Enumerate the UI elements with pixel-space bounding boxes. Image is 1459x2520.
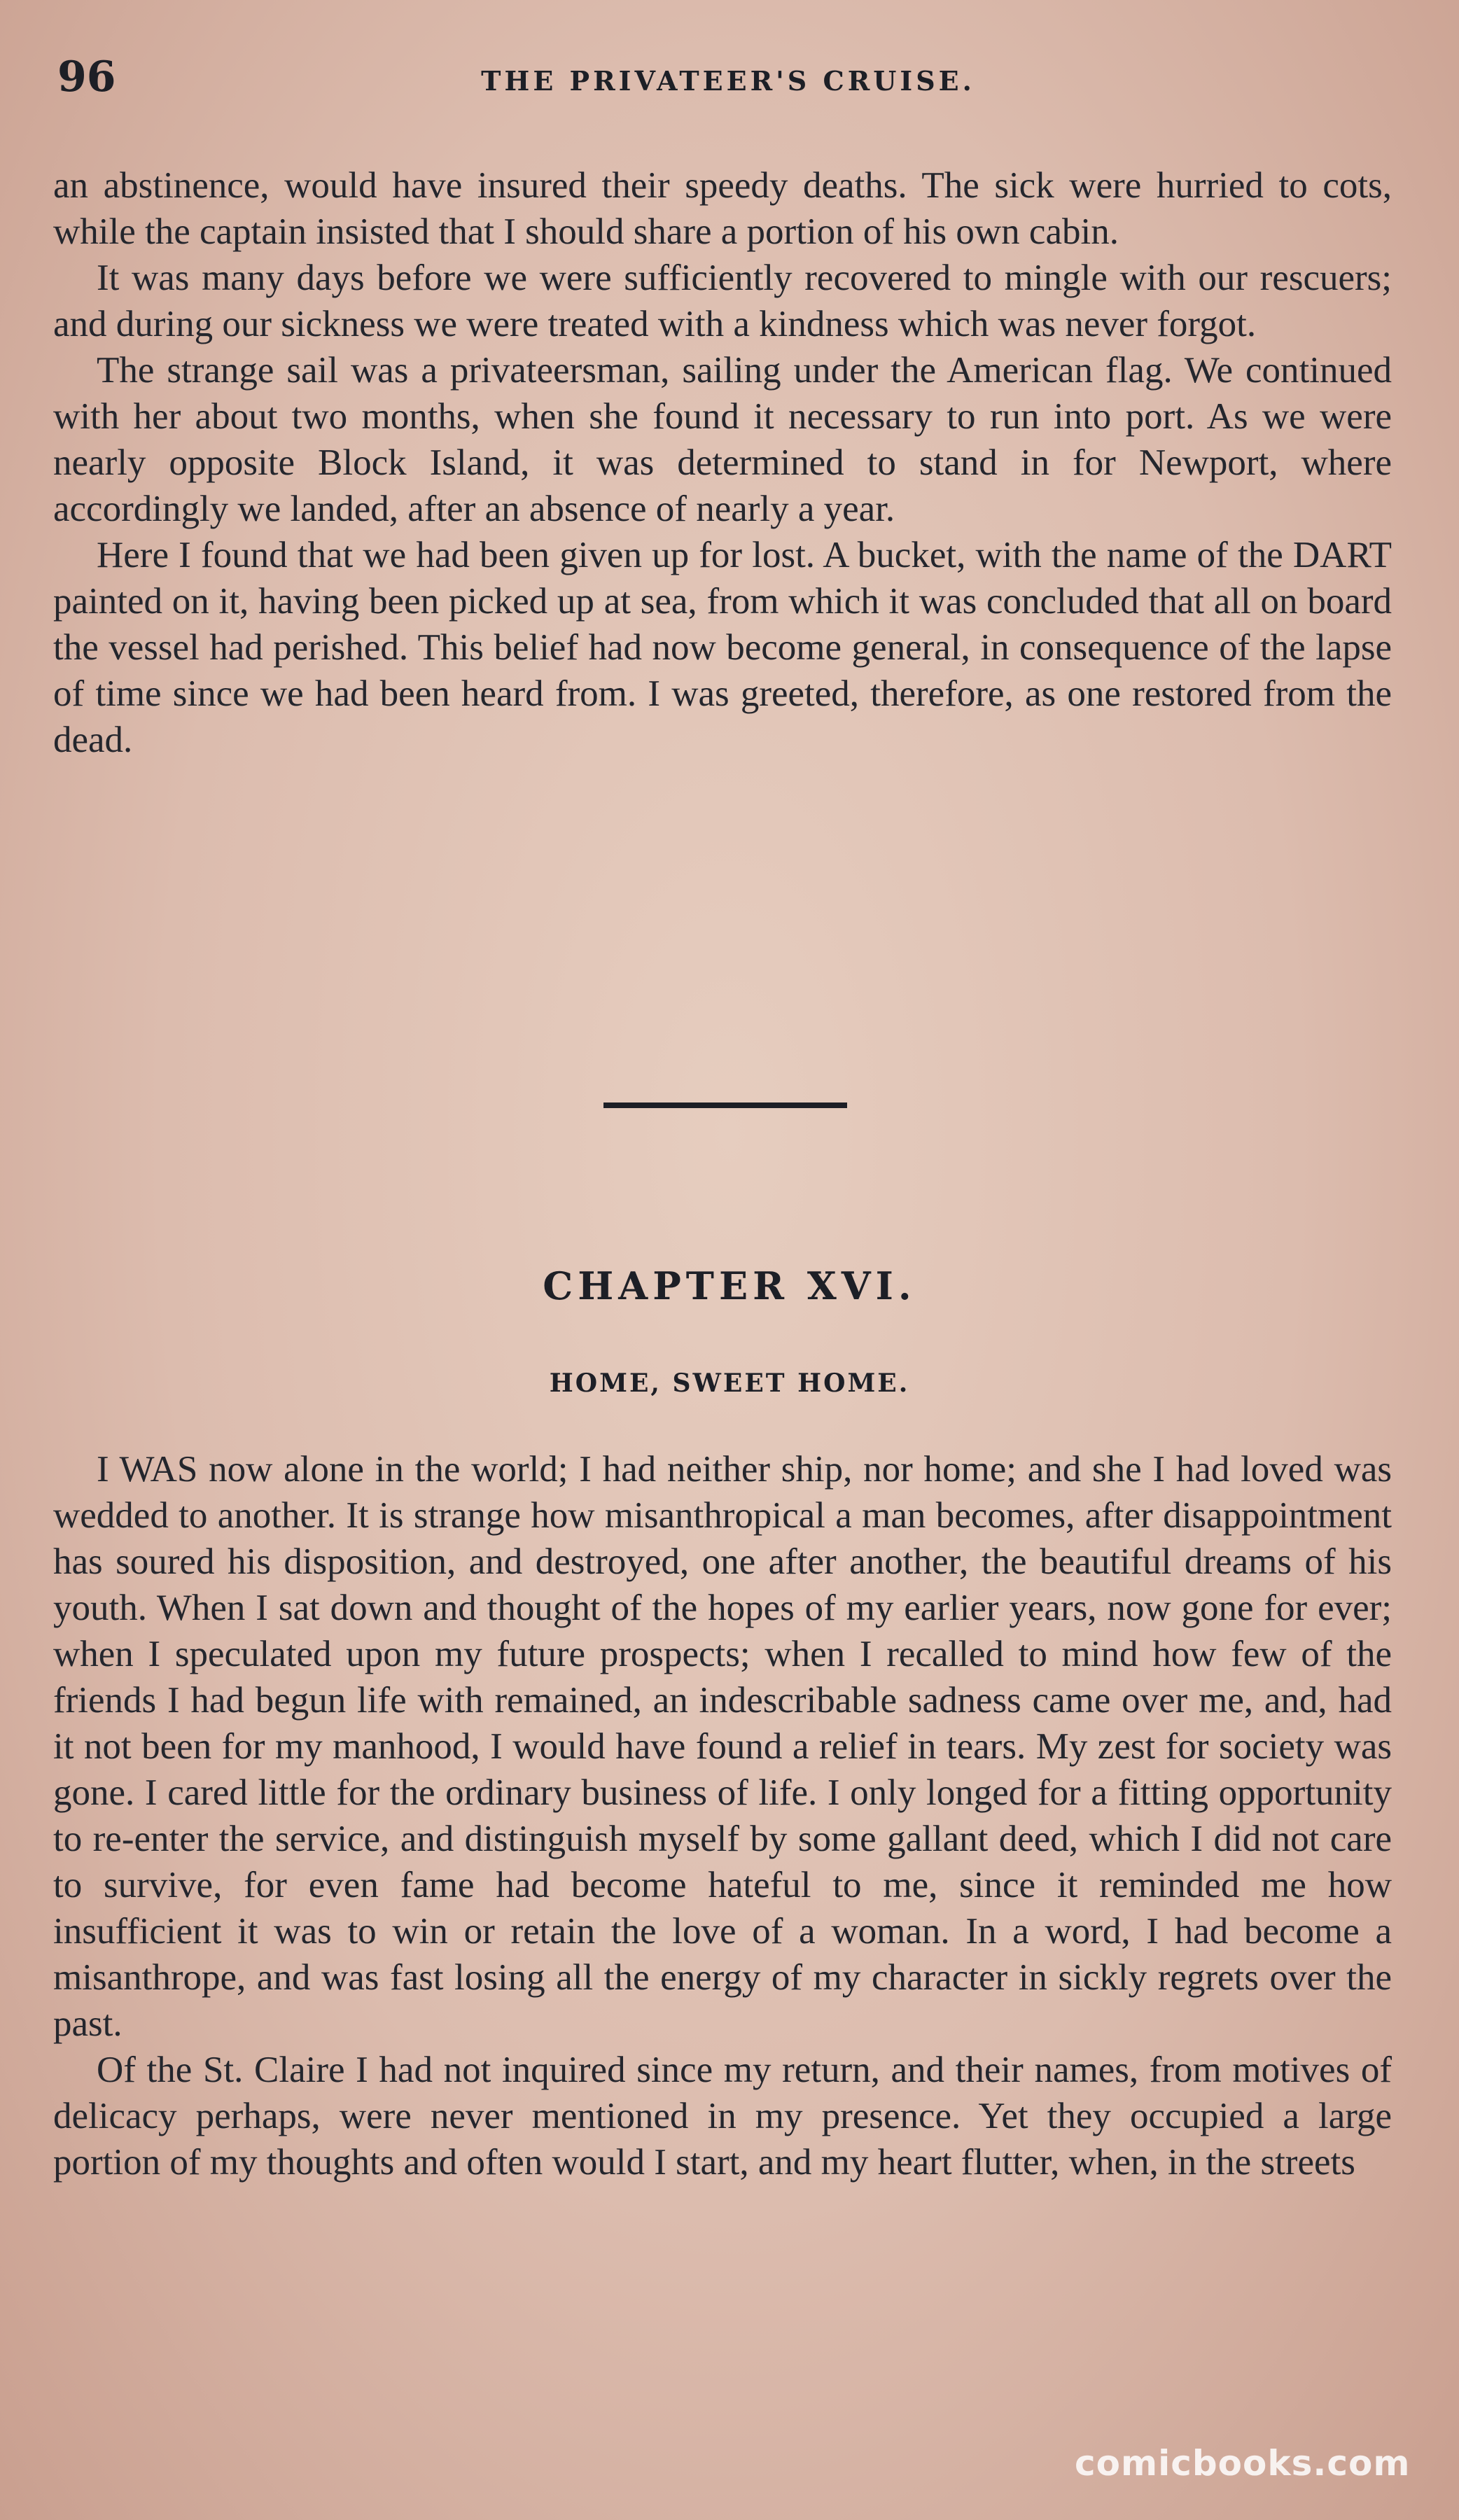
chapter-title: CHAPTER XVI. — [543, 1264, 916, 1308]
page-header — [49, 52, 1407, 102]
chapter-text — [53, 1446, 1392, 2185]
paragraph-body: now alone in the world; I had neither ship, nor home; and she I had loved was wedded to another. It is strange how misanthropical a man becomes, after disappointment has soured his disposition, and destroyed, one after another, the beautiful dreams of his youth. When I sat down and thought of the hopes of my earlier years, now gone for ever; when I speculated upon my future prospects; when I recalled to mind how few of the friends I had begun life with remained, an indescribable sadness came over me, and, had it not been for my manhood, I would have found a relief in tears. My zest for society was gone. I cared little for the ordinary business of life. I only longed for a fitting opportunity to re-enter the service, and distinguish myself by some gallant deed, which I did not care to survive, for even fame had become hateful to me, since it reminded me how insufficient it was to win or retain the love of a woman. In a word, I had become a misanthrope, and was fast losing all the energy of my character in sickly regrets over the past. — [53, 1449, 1392, 2044]
section-divider — [603, 1102, 847, 1108]
paragraph: Of the St. Claire I had not inquired since my return, and their names, from motives of delicacy perhaps, were never mentioned in my presence. Yet they occupied a large portion of my thoughts and often would I start, and my heart flutter, when, in the streets — [53, 2050, 1392, 2183]
site-watermark: comicbooks.com — [1075, 2443, 1411, 2484]
running-head: THE PRIVATEER'S CRUISE. — [481, 65, 975, 97]
chapter-subtitle: HOME, SWEET HOME. — [549, 1368, 910, 1398]
paragraph: The strange sail was a privateersman, sailing under the American flag. We continued with her about two months, when she found it necessary to run into port. As we were nearly opposite Block Island, it was determined to stand in for Newport, where accordingly we landed, after an absence of nearly a year. — [53, 350, 1392, 529]
previous-chapter-text — [53, 162, 1392, 763]
chapter-opening-words: I WAS — [97, 1449, 198, 1490]
paragraph — [53, 1446, 1392, 2047]
page-number: 96 — [57, 52, 116, 102]
paragraph: It was many days before we were sufficiently recovered to mingle with our rescuers; and during our sickness we were treated with a kindness which was never forgot. — [53, 258, 1392, 344]
paragraph: Here I found that we had been given up for lost. A bucket, with the name of the DART painted on it, having been picked up at sea, from which it was concluded that all on board the vessel had perished. This belief had now become general, in consequence of the lapse of time since we had been heard from. I was greeted, therefore, as one restored from the dead. — [53, 535, 1392, 760]
paragraph: an abstinence, would have insured their speedy deaths. The sick were hurried to cots, while the captain insisted that I should share a portion of his own cabin. — [53, 165, 1392, 252]
